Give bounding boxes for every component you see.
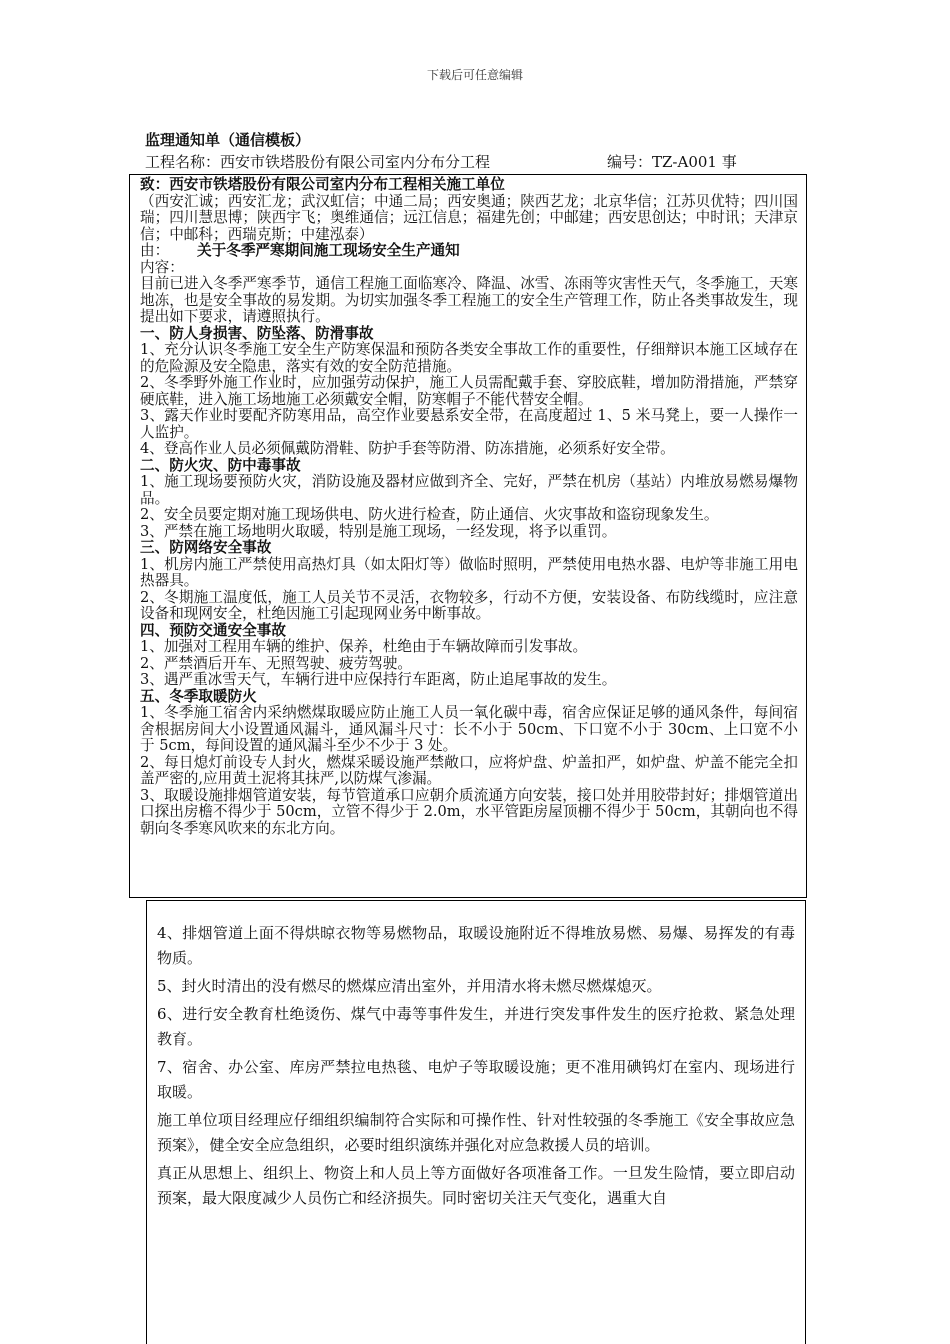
section-item: 1、机房内施工严禁使用高热灯具（如太阳灯等）做临时照明，严禁使用电热水器、电炉等非施工用电热器具。 — [140, 555, 798, 589]
section-item: 2、冬季野外施工作业时，应加强劳动保护，施工人员需配戴手套、穿胶底鞋，增加防滑措施，严禁穿硬底鞋，进入施工场地施工必须戴安全帽，防寒帽子不能代替安全帽。 — [140, 374, 798, 408]
section-item: 1、充分认识冬季施工安全生产防寒保温和预防各类安全事故工作的重要性，仔细辩识本施工区域存在的危险源及安全隐患，落实有效的安全防范措施。 — [140, 341, 798, 375]
continuation-item: 真正从思想上、组织上、物资上和人员上等方面做好各项准备工作。一旦发生险情，要立即启动预案，最大限度减少人员伤亡和经济损失。同时密切关注天气变化，遇重大自 — [157, 1164, 795, 1207]
section-item: 3、取暖设施排烟管道安装，每节管道承口应朝介质流通方向安装，接口处并用胶带封好；排烟管道出口探出房檐不得少于 50cm，立管不得少于 2.0m，水平管距房屋顶棚不得少于 50cm，其朝向也不得朝向冬季寒风吹来的东北方向。 — [140, 786, 798, 837]
content-label: 内容： — [140, 258, 184, 276]
section-item: 3、露天作业时要配齐防寒用品，高空作业要悬系安全带，在高度超过 1、5 米马凳上，要一人操作一人监护。 — [140, 407, 798, 441]
continuation-item: 4、排烟管道上面不得烘晾衣物等易燃物品，取暖设施附近不得堆放易燃、易爆、易挥发的有毒物质。 — [157, 924, 795, 967]
recipient: 致：西安市铁塔股份有限公司室内分布工程相关施工单位 — [140, 176, 505, 193]
section-title: 二、防火灾、防中毒事故 — [140, 456, 301, 474]
section-title: 四、预防交通安全事故 — [140, 621, 286, 639]
section-item: 3、遇严重冰雪天气，车辆行进中应保持行车距离，防止追尾事故的发生。 — [140, 671, 617, 688]
continuation-box — [146, 900, 806, 1344]
section-title: 三、防网络安全事故 — [140, 539, 272, 556]
section-title: 一、防人身损害、防坠落、防滑事故 — [140, 324, 374, 342]
document-title: 监理通知单（通信模板） — [145, 131, 311, 149]
section-item: 1、冬季施工宿舍内采纳燃煤取暖应防止施工人员一氧化碳中毒，宿舍应保证足够的通风条件，每间宿舍根据房间大小设置通风漏斗，通风漏斗尺寸：长不小于 50cm、下口宽不小于 30cm、上口宽不小于 5cm，每间设置的通风漏斗至少不少于 3 处。 — [140, 704, 798, 754]
document-code: 编号：TZ-A001 事 — [607, 153, 737, 171]
subject: 关于冬季严寒期间施工现场安全生产通知 — [197, 242, 460, 259]
subject-row — [140, 243, 798, 260]
continuation-item: 7、宿舍、办公室、库房严禁拉电热毯、电炉子等取暖设施；更不准用碘钨灯在室内、现场进行取暖。 — [157, 1058, 795, 1101]
intro-paragraph: 目前已进入冬季严寒季节，通信工程施工面临寒冷、降温、冰雪、冻雨等灾害性天气，冬季施工，天寒地冻，也是安全事故的易发期。为切实加强冬季工程施工的安全生产管理工作，防止各类事故发生，现提出如下要求，请遵照执行。 — [140, 275, 798, 325]
continuation-item: 5、封火时清出的没有燃尽的燃煤应清出室外，并用清水将未燃尽燃煤熄灭。 — [157, 977, 662, 995]
section-item: 1、加强对工程用车辆的维护、保养，杜绝由于车辆故障而引发事故。 — [140, 638, 588, 655]
section-item: 4、登高作业人员必须佩戴防滑鞋、防护手套等防滑、防冻措施，必须系好安全带。 — [140, 440, 675, 457]
section-item: 3、严禁在施工场地明火取暖，特别是施工现场，一经发现，将予以重罚。 — [140, 522, 617, 540]
continuation-item: 施工单位项目经理应仔细组织编制符合实际和可操作性、针对性较强的冬季施工《安全事故应急预案》，健全安全应急组织，必要时组织演练并强化对应急救援人员的培训。 — [157, 1111, 795, 1154]
header-note: 下载后可任意编辑 — [426, 68, 523, 82]
section-item: 2、每日熄灯前设专人封火，燃煤采暖设施严禁敞口，应将炉盘、炉盖扣严，如炉盘、炉盖不能完全扣盖严密的,应用黄土泥将其抹严,以防煤气渗漏。 — [140, 753, 798, 787]
section-item: 2、安全员要定期对施工现场供电、防火进行检查，防止通信、火灾事故和盗窃现象发生。 — [140, 506, 719, 523]
section-item: 2、冬期施工温度低，施工人员关节不灵活，衣物较多，行动不方便，安装设备、布防线缆时，应注意设备和现网安全，杜绝因施工引起现网业务中断事故。 — [140, 588, 798, 622]
subject-label: 由： — [140, 242, 170, 259]
project-name: 工程名称：西安市铁塔股份有限公司室内分布分工程 — [145, 153, 491, 171]
section-item: 2、严禁酒后开车、无照驾驶、疲劳驾驶。 — [140, 654, 412, 672]
continuation-item: 6、进行安全教育杜绝烫伤、煤气中毒等事件发生，并进行突发事件发生的医疗抢救、紧急处理教育。 — [157, 1005, 795, 1048]
section-title: 五、冬季取暖防火 — [140, 687, 257, 705]
section-item: 1、施工现场要预防火灾，消防设施及器材应做到齐全、完好，严禁在机房（基站）内堆放易燃易爆物品。 — [140, 473, 798, 507]
notice-box — [129, 174, 807, 898]
recipient-units: （西安汇诚；西安汇龙；武汉虹信；中通二局；西安奥通；陕西艺龙；北京华信；江苏贝优特；四川国瑞；四川慧思博；陕西宇飞；奥维通信；远江信息；福建先创；中邮建；西安思创达；中时讯；天津京信；中邮科；西瑞克斯；中建泓泰） — [140, 192, 798, 243]
